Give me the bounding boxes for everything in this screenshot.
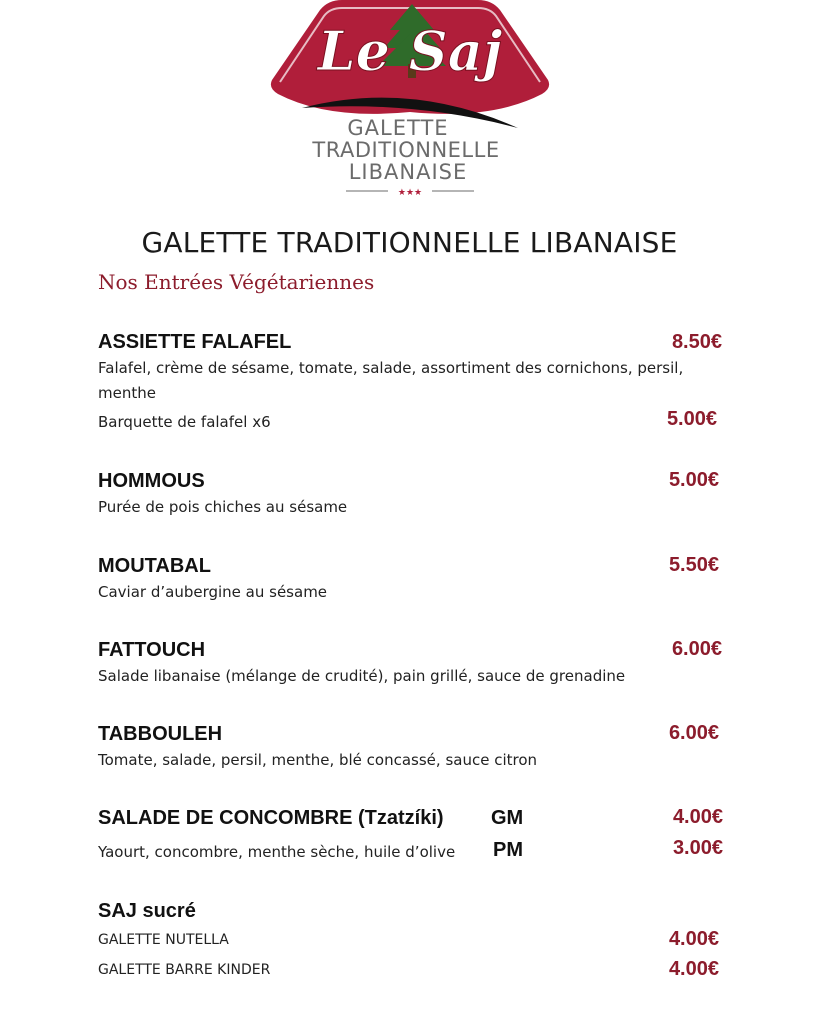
logo-graphic xyxy=(262,0,558,210)
page-title: GALETTE TRADITIONNELLE LIBANAISE xyxy=(141,226,678,259)
item-price-gm: 4.00€ xyxy=(672,806,723,828)
sub-item-price-galette-nutella: 4.00€ xyxy=(668,928,719,950)
size-label-pm: PM xyxy=(493,839,523,861)
tagline-line-2: TRADITIONNELLE xyxy=(312,138,500,162)
item-price-pm: 3.00€ xyxy=(672,837,723,859)
item-desc-moutabal: Caviar d’aubergine au sésame xyxy=(98,583,328,601)
tagline-line-3: LIBANAISE xyxy=(348,160,468,184)
item-desc-assiette-falafel-line-2: menthe xyxy=(98,384,156,402)
item-desc-tabbouleh: Tomate, salade, persil, menthe, blé concassé, sauce citron xyxy=(98,751,538,769)
item-desc-salade-concombre: Yaourt, concombre, menthe sèche, huile d’olive xyxy=(98,843,456,861)
item-desc-fattouch: Salade libanaise (mélange de crudité), pain grillé, sauce de grenadine xyxy=(98,667,626,685)
item-name-assiette-falafel: ASSIETTE FALAFEL xyxy=(98,331,292,353)
item-name-moutabal: MOUTABAL xyxy=(98,555,211,577)
item-price-assiette-falafel: 8.50€ xyxy=(671,331,722,353)
sub-item-price-galette-barre-kinder: 4.00€ xyxy=(668,958,719,980)
item-name-fattouch: FATTOUCH xyxy=(98,639,206,661)
item-name-salade-concombre: SALADE DE CONCOMBRE (Tzatzíki) xyxy=(98,807,444,829)
item-price-barquette-falafel: 5.00€ xyxy=(666,408,717,430)
item-name-hommous: HOMMOUS xyxy=(98,470,205,492)
item-price-moutabal: 5.50€ xyxy=(668,554,719,576)
logo xyxy=(262,0,558,210)
item-desc-assiette-falafel-line-1: Falafel, crème de sésame, tomate, salade, assortiment des cornichons, persil, xyxy=(98,359,684,377)
item-price-hommous: 5.00€ xyxy=(668,469,719,491)
section-subtitle: Nos Entrées Végétariennes xyxy=(98,270,375,294)
brand-name: Le Saj xyxy=(317,19,503,83)
item-name-barquette-falafel: Barquette de falafel x6 xyxy=(98,413,271,431)
sub-item-name-galette-nutella: GALETTE NUTELLA xyxy=(98,932,229,948)
item-desc-hommous: Purée de pois chiches au sésame xyxy=(98,498,348,516)
stars-icon: ★★★ xyxy=(397,188,423,198)
size-label-gm: GM xyxy=(491,807,524,829)
sub-item-name-galette-barre-kinder: GALETTE BARRE KINDER xyxy=(98,962,271,978)
tagline-line-1: GALETTE xyxy=(347,116,449,140)
item-price-fattouch: 6.00€ xyxy=(671,638,722,660)
item-name-tabbouleh: TABBOULEH xyxy=(98,723,223,745)
item-name-saj-sucre: SAJ sucré xyxy=(98,900,196,922)
item-price-tabbouleh: 6.00€ xyxy=(668,722,719,744)
